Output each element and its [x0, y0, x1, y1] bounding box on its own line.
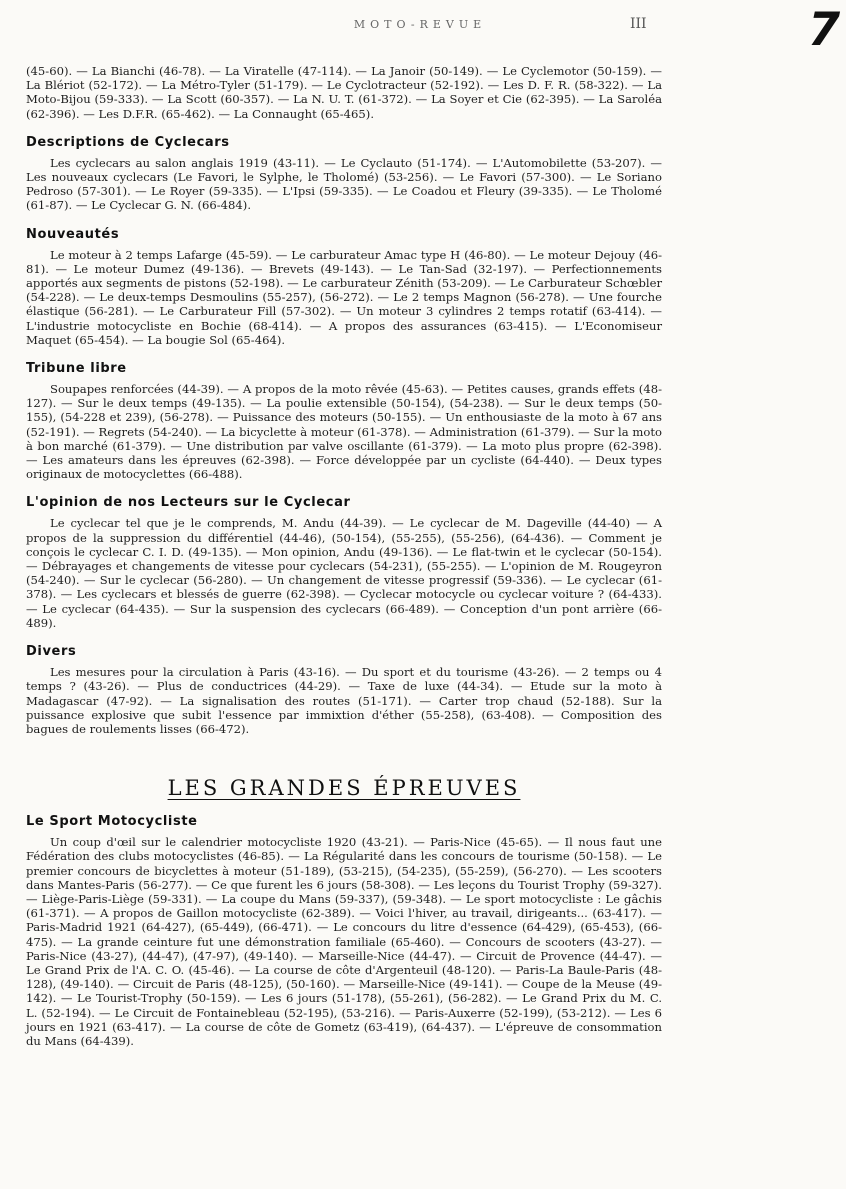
page-number: III	[630, 16, 647, 32]
section-heading: Nouveautés	[26, 226, 120, 242]
section-paragraph: Soupapes renforcées (44-39). — A propos de la moto rêvée (45-63). — Petites causes, grands effets (48-127). — Sur le deux temps (49-135). — La poulie extensible (50-154), (54-238). — Sur le deux temps (50-155), (54-228 et 239), (56-278). — Puissance des moteurs (50-155). — Un enthousiaste de la moto à 67 ans (52-191). — Regrets (54-240). — La bicyclette à moteur (61-378). — Administration (61-379). — Sur la moto à bon marché (61-379). — Une distribution par valve oscillante (61-379). — La moto plus propre (62-398). — Les amateurs dans les épreuves (62-398). — Force développée par un cycliste (64-440). — Deux types originaux de motocyclettes (66-488).	[26, 382, 662, 482]
section-divers	[26, 644, 662, 736]
section-heading: Divers	[26, 644, 77, 660]
section-nouveautes	[26, 227, 662, 347]
handwritten-page-mark: 7	[802, 2, 846, 56]
section-heading: Le Sport Motocycliste	[26, 814, 198, 830]
section-sport-motocycliste	[26, 814, 662, 1048]
section-paragraph: Un coup d'œil sur le calendrier motocycliste 1920 (43-21). — Paris-Nice (45-65). — Il nous faut une Fédération des clubs motocyclistes (46-85). — La Régularité dans les concours de tourisme (50-158). — Le premier concours de bicyclettes à moteur (51-189), (53-215), (54-235), (55-259), (56-270). — Les scooters dans Mantes-Paris (56-277). — Ce que furent les 6 jours (58-308). — Les leçons du Tourist Trophy (59-327). — Liège-Paris-Liège (59-331). — La coupe du Mans (59-337), (59-348). — Le sport motocycliste : Le gâchis (61-371). — A propos de Gaillon motocycliste (62-389). — Voici l'hiver, au travail, dirigeants... (63-417). — Paris-Madrid 1921 (64-427), (65-449), (66-471). — Le concours du litre d'essence (64-429), (65-453), (66-475). — La grande ceinture fut une démonstration familiale (65-460). — Concours de scooters (43-27). — Paris-Nice (43-27), (44-47), (47-97), (49-140). — Marseille-Nice (44-47). — Circuit de Provence (44-47). — Le Grand Prix de l'A. C. O. (45-46). — La course de côte d'Argenteuil (48-120). — Paris-La Baule-Paris (48-128), (49-140). — Circuit de Paris (48-125), (50-160). — Marseille-Nice (49-141). — Coupe de la Meuse (49-142). — Le Tourist-Trophy (50-159). — Les 6 jours (51-178), (55-261), (56-282). — Le Grand Prix du M. C. L. (52-194). — Le Circuit de Fontainebleau (52-195), (53-216). — Paris-Auxerre (52-199), (53-212). — Les 6 jours en 1921 (63-417). — La course de côte de Gometz (63-419), (64-437). — L'épreuve de consommation du Mans (64-439).	[26, 835, 662, 1048]
index-content	[26, 64, 662, 1048]
section-paragraph: Le moteur à 2 temps Lafarge (45-59). — Le carburateur Amac type H (46-80). — Le moteur Dejouy (46-81). — Le moteur Dumez (49-136). — Brevets (49-143). — Le Tan-Sad (32-197). — Perfectionnements apportés aux segments de pistons (52-198). — Le carburateur Zénith (53-209). — Le Carburateur Schœbler (54-228). — Le deux-temps Desmoulins (55-257), (56-272). — Le 2 temps Magnon (56-278). — Une fourche élastique (56-281). — Le Carburateur Fill (57-302). — Un moteur 3 cylindres 2 temps rotatif (63-414). — L'industrie motocycliste en Bochie (68-414). — A propos des assurances (63-415). — L'Economiseur Maquet (65-454). — La bougie Sol (65-464).	[26, 247, 662, 347]
running-head: MOTO-REVUE	[353, 18, 487, 31]
section-paragraph: Le cyclecar tel que je le comprends, M. Andu (44-39). — Le cyclecar de M. Dageville (44-40) — A propos de la suppression du différentiel (44-46), (50-154), (55-255), (55-256), (64-436). — Comment je conçois le cyclecar C. I. D. (49-135). — Mon opinion, Andu (49-136). — Le flat-twin et le cyclecar (50-154). — Débrayages et changements de vitesse pour cyclecars (54-231), (55-255). — L'opinion de M. Rougeyron (54-240). — Sur le cyclecar (56-280). — Un changement de vitesse progressif (59-336). — Le cyclecar (61-378). — Les cyclecars et blessés de guerre (62-398). — Cyclecar motocycle ou cyclecar voiture ? (64-433). — Le cyclecar (64-435). — Sur la suspension des cyclecars (66-489). — Conception d'un pont arrière (66-489).	[26, 516, 662, 630]
section-descriptions-cyclecars	[26, 135, 662, 213]
section-opinion-lecteurs	[26, 495, 662, 630]
section-paragraph: Les cyclecars au salon anglais 1919 (43-11). — Le Cyclauto (51-174). — L'Automobilette (53-207). — Les nouveaux cyclecars (Le Favori, le Sylphe, le Tholomé) (53-256). — Le Favori (57-300). — Le Soriano Pedroso (57-301). — Le Royer (59-335). — L'Ipsi (59-335). — Le Coadou et Fleury (39-335). — Le Tholomé (61-87). — Le Cyclecar G. N. (66-484).	[26, 155, 662, 213]
intro-paragraph: (45-60). — La Bianchi (46-78). — La Viratelle (47-114). — La Janoir (50-149). — Le Cyclemotor (50-159). — La Blériot (52-172). — La Métro-Tyler (51-179). — Le Cyclotracteur (52-192). — Les D. F. R. (58-322). — La Moto-Bijou (59-333). — La Scott (60-357). — La N. U. T. (61-372). — La Soyer et Cie (62-395). — La Saroléa (62-396). — Les D.F.R. (65-462). — La Connaught (65-465).	[26, 64, 662, 121]
title-text: LES GRANDES ÉPREUVES	[167, 776, 521, 801]
section-paragraph: Les mesures pour la circulation à Paris (43-16). — Du sport et du tourisme (43-26). — 2 temps ou 4 temps ? (43-26). — Plus de conductrices (44-29). — Taxe de luxe (44-34). — Etude sur la moto à Madagascar (47-92). — La signalisation des routes (51-171). — Carter trop chaud (52-188). Sur la puissance explosive que subit l'essence par immixtion d'éther (55-258), (63-408). — Composition des bagues de roulements lisses (66-472).	[26, 665, 662, 736]
grandes-epreuves-title	[26, 776, 662, 800]
section-heading: Descriptions de Cyclecars	[26, 134, 230, 150]
section-tribune-libre	[26, 361, 662, 481]
section-heading: Tribune libre	[26, 361, 127, 377]
section-heading: L'opinion de nos Lecteurs sur le Cyclecar	[26, 495, 351, 511]
